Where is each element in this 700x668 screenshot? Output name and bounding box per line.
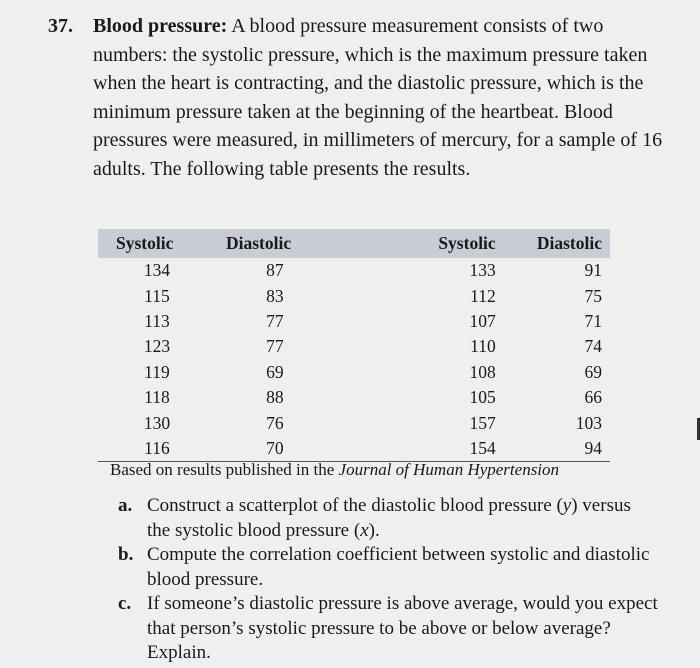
table-row xyxy=(98,385,610,410)
table-cell: 75 xyxy=(584,285,602,306)
source-prefix: Based on results published in the xyxy=(110,460,335,479)
table-cell: 112 xyxy=(470,285,496,306)
table-cell: 130 xyxy=(143,412,171,433)
table-cell: 69 xyxy=(584,361,602,382)
table-cell: 115 xyxy=(144,285,170,306)
header-diastolic-1: Diastolic xyxy=(225,233,292,253)
variable-y: y xyxy=(562,495,572,516)
problem-lead: Blood pressure: xyxy=(93,15,228,37)
table-cell: 88 xyxy=(266,387,284,408)
part-label: c. xyxy=(118,593,132,614)
header-systolic-1: Systolic xyxy=(116,233,174,253)
table-cell: 94 xyxy=(504,436,610,462)
variable-x: x xyxy=(360,519,369,541)
table-cell: 69 xyxy=(266,361,284,382)
part-a-text-1: Construct a scatterplot of the diastolic blood pressure ( xyxy=(147,495,563,516)
table-cell: 74 xyxy=(584,336,602,357)
table-cell: 77 xyxy=(266,310,284,331)
part-a-text-2: ) versus the systolic blood pressure ( xyxy=(147,495,631,541)
source-journal: Journal of Human Hypertension xyxy=(338,460,560,479)
table-cell: 110 xyxy=(470,336,496,357)
part-label: a. xyxy=(118,495,133,516)
question-parts xyxy=(118,494,658,666)
table-cell: 113 xyxy=(144,310,170,331)
table-cell: 108 xyxy=(469,361,496,382)
table-cell: 66 xyxy=(584,387,602,408)
table-row xyxy=(98,360,610,385)
table-cell: 71 xyxy=(584,310,602,331)
table-source-note xyxy=(110,460,559,480)
table-cell: 157 xyxy=(469,412,496,433)
table-cell: 76 xyxy=(266,412,284,433)
part-text: If someone’s diastolic pressure is above average, would you expect that person’s systolic pressure to be above or below average? Explain. xyxy=(147,593,658,663)
table-cell: 87 xyxy=(266,260,284,281)
table-cell: 118 xyxy=(144,387,170,408)
table-header-row xyxy=(98,229,610,258)
table-row xyxy=(98,309,610,334)
part-b xyxy=(118,543,658,592)
header-systolic-2: Systolic xyxy=(438,233,496,253)
table-cell: 154 xyxy=(318,436,504,462)
part-text: Compute the correlation coefficient between systolic and diastolic blood pressure. xyxy=(147,544,650,590)
part-a-text-3: ). xyxy=(368,519,380,541)
table-cell: 77 xyxy=(266,336,284,357)
table-row xyxy=(98,410,610,435)
table-cell: 116 xyxy=(98,436,208,462)
table-row xyxy=(98,258,610,283)
problem-statement xyxy=(93,12,668,183)
table-cell: 107 xyxy=(469,310,496,331)
table-cell: 83 xyxy=(266,285,284,306)
problem-text: A blood pressure measurement consists of two numbers: the systolic pressure, which is the maximum pressure taken when the heart is contracting, and the diastolic pressure, which is the minimum pressure taken at the beginning of the heartbeat. Blood pressures were measured, in millimeters of mercury, for a sample of 16 adults. The following table presents the results. xyxy=(93,15,663,180)
part-text xyxy=(147,495,631,541)
table-cell: 134 xyxy=(143,260,171,281)
part-c xyxy=(118,592,658,666)
table-row xyxy=(98,436,610,462)
table-cell: 91 xyxy=(584,260,602,281)
table-row xyxy=(98,334,610,359)
problem-37 xyxy=(48,12,668,183)
header-diastolic-2: Diastolic xyxy=(536,233,602,253)
table-cell: 119 xyxy=(144,361,170,382)
part-label: b. xyxy=(118,544,134,565)
blood-pressure-table xyxy=(98,229,610,462)
problem-number: 37. xyxy=(48,15,73,37)
part-a xyxy=(118,494,658,543)
data-table xyxy=(98,229,610,462)
table-cell: 70 xyxy=(208,436,318,462)
table-cell: 105 xyxy=(469,387,496,408)
table-cell: 133 xyxy=(469,260,496,281)
table-row xyxy=(98,283,610,308)
table-cell: 123 xyxy=(143,336,171,357)
table-cell: 103 xyxy=(575,412,602,433)
